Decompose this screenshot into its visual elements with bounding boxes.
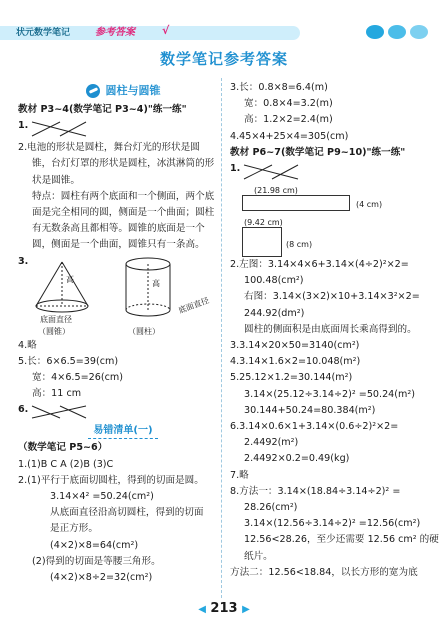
text-line: 3.14×(25.12÷3.14÷2)² =50.24(m²) xyxy=(244,388,415,400)
header-tag: 参考答案 xyxy=(95,27,135,38)
text-line: 教材 P6~7(数学笔记 P9~10)"练一练" xyxy=(230,146,406,158)
text-line: 锥，台灯灯罩的形状是圆柱，冰淇淋筒的形 xyxy=(32,158,215,170)
text-line: 244.92(dm²) xyxy=(244,307,305,319)
page-number xyxy=(0,601,448,616)
cylinder-icon xyxy=(118,256,178,322)
text-line: 高：1.2×2=2.4(m) xyxy=(244,114,333,126)
page-title: 数学笔记参考答案 xyxy=(159,50,288,68)
rect1-length-label: (21.98 cm) xyxy=(254,186,298,196)
right-column xyxy=(230,80,439,581)
text-line: 100.48(cm²) xyxy=(244,275,304,287)
text-line: 宽：0.8×4=3.2(m) xyxy=(244,98,333,110)
text-line: 8.方法一：3.14×(18.84÷3.14÷2)² = xyxy=(230,485,401,497)
text-line: 4.45×4+25×4=305(cm) xyxy=(230,130,349,142)
text-line: 2.左图：3.14×4×6+3.14×(4÷2)²×2= xyxy=(230,259,409,271)
check-icon: √ xyxy=(162,24,170,37)
text-line: 教材 P3~4(数学笔记 P3~4)"练一练" xyxy=(18,104,187,115)
right-arrow-icon: ▶ xyxy=(242,604,250,615)
text-line: 3.14×(12.56÷3.14÷2)² =12.56(cm²) xyxy=(244,518,421,530)
text-line: 28.26(cm²) xyxy=(244,502,298,514)
text-line: 30.144+50.24=80.384(m²) xyxy=(244,404,376,416)
header-decoration xyxy=(366,25,428,39)
cylinder-caption: （圆柱） xyxy=(128,326,160,336)
text-line: 圆，侧面是一个曲面，圆锥只有一条高。 xyxy=(32,239,205,251)
cone-icon xyxy=(32,260,92,320)
matching-lines-icon xyxy=(30,402,90,422)
rect1-width-label: (4 cm) xyxy=(356,200,383,210)
text-line: 右图：3.14×(3×2)×10+3.14×3²×2= xyxy=(244,291,420,303)
matching-figure-1 xyxy=(18,118,228,140)
text-line: 宽：4×6.5=26(cm) xyxy=(32,372,123,384)
item-number: 1. xyxy=(18,120,29,132)
cone-caption: （圆锥） xyxy=(38,326,70,336)
bubble-icon xyxy=(410,25,428,39)
text-line: 有无数条高且都相等。圆锥的底面是一个 xyxy=(32,223,205,235)
cone-diameter-label: 底面直径 xyxy=(40,314,72,324)
text-line: （数学笔记 P5~6） xyxy=(18,442,108,454)
left-column xyxy=(18,80,228,586)
section-title: 圆柱与圆锥 xyxy=(105,83,161,97)
cone-cylinder-figure xyxy=(18,254,228,338)
text-line: 3.3.14×20×50=3140(cm²) xyxy=(230,340,360,352)
rectangle-1 xyxy=(242,195,350,211)
item-number: 3. xyxy=(18,255,29,267)
matching-lines-icon xyxy=(30,118,90,140)
cylinder-height-label: 高 xyxy=(152,278,160,288)
text-line: (4×2)×8=64(cm²) xyxy=(50,539,139,551)
text-line: (2)得到的切面是等腰三角形。 xyxy=(32,555,161,567)
bubble-icon xyxy=(366,25,384,39)
text-line: (4×2)×8÷2=32(cm²) xyxy=(50,572,153,584)
text-line: 高：11 cm xyxy=(32,388,82,400)
text-line: 7.略 xyxy=(230,469,249,481)
text-line: 4.略 xyxy=(18,339,37,351)
text-line: 特点：圆柱有两个底面和一个侧面，两个底 xyxy=(32,190,215,202)
left-arrow-icon: ◀ xyxy=(198,604,206,615)
text-line: 面是完全相同的圆，侧面是一个曲面；圆柱 xyxy=(32,207,215,219)
cone-height-label: 高 xyxy=(66,274,74,284)
rect2-width-label: (8 cm) xyxy=(286,240,313,250)
text-line: 3.长：0.8×8=6.4(m) xyxy=(230,82,328,93)
text-line: 1.(1)B C A (2)B (3)C xyxy=(18,458,114,470)
header-bar xyxy=(0,0,448,44)
bubble-icon xyxy=(388,25,406,39)
section-ball-icon xyxy=(86,84,100,98)
header-brand: 状元数学笔记 xyxy=(16,28,71,38)
rect2-length-label: (9.42 cm) xyxy=(244,218,283,228)
text-line: 状是圆锥。 xyxy=(32,174,80,186)
text-line: 圆柱的侧面积是由底面周长乘高得到的。 xyxy=(244,323,417,335)
text-line: 方法二：12.56<18.84，以长方形的宽为底 xyxy=(230,566,418,578)
text-line: 5.长：6×6.5=39(cm) xyxy=(18,355,119,367)
text-line: 2.(1)平行于底面切圆柱，得到的切面是圆。 xyxy=(18,474,204,486)
section-heading xyxy=(18,80,228,102)
text-line: 12.56<28.26，至少还需要 12.56 cm² 的硬 xyxy=(244,534,439,546)
text-line: 6.3.14×0.6×1+3.14×(0.6÷2)²×2= xyxy=(230,421,399,433)
subsection-title: 易错清单(一) xyxy=(18,422,228,440)
page-number-text: 213 xyxy=(210,601,238,616)
text-line: 2.4492(m²) xyxy=(244,437,299,449)
text-line: 2.电池的形状是圆柱，舞台灯光的形状是圆 xyxy=(18,142,200,154)
rectangle-figures xyxy=(230,183,435,257)
matching-lines-icon xyxy=(242,161,302,183)
text-line: 是正方形。 xyxy=(50,523,98,535)
text-line: 5.25.12×1.2=30.144(m²) xyxy=(230,372,353,384)
rectangle-2 xyxy=(242,227,282,257)
item-number: 6. xyxy=(18,404,29,416)
cylinder-diameter-label: 底面直径 xyxy=(177,295,211,315)
matching-figure-6 xyxy=(18,402,228,422)
text-line: 纸片。 xyxy=(244,550,273,562)
text-line: 2.4492×0.2=0.49(kg) xyxy=(244,453,350,465)
item-number: 1. xyxy=(230,163,241,175)
text-line: 4.3.14×1.6×2=10.048(m²) xyxy=(230,356,361,368)
text-line: 从底面直径沿高切圆柱，得到的切面 xyxy=(50,507,204,519)
text-line: 3.14×4² =50.24(cm²) xyxy=(50,491,154,503)
matching-figure-r1 xyxy=(230,161,435,183)
